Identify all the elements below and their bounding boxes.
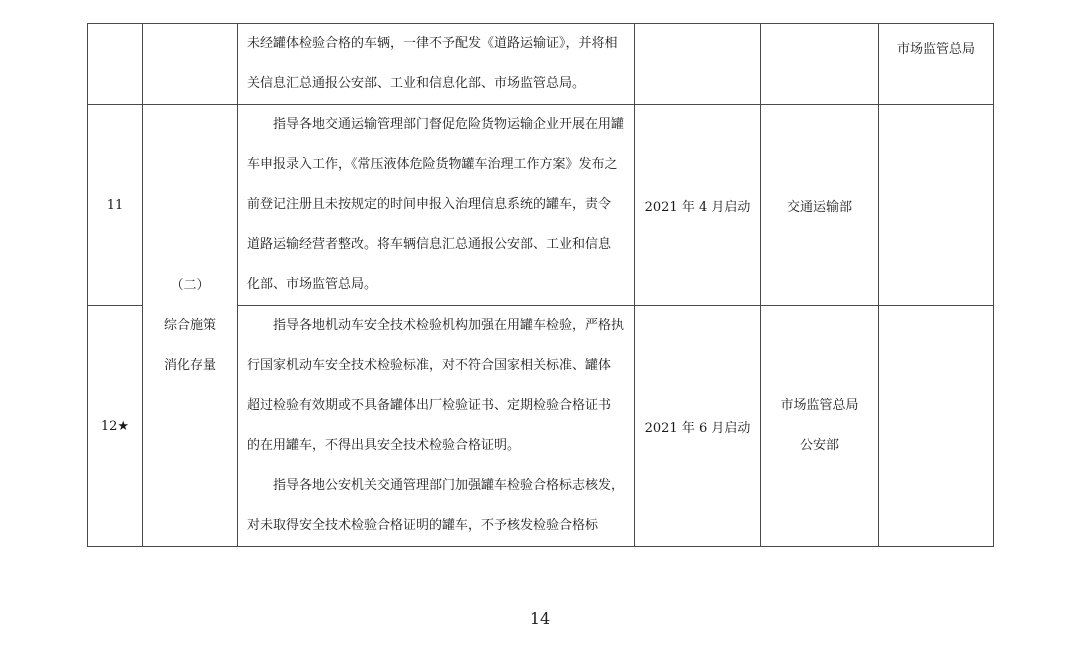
desc-line: 道路运输经营者整改。将车辆信息汇总通报公安部、工业和信息	[247, 237, 612, 252]
start-time: 2021 年 4 月启动	[644, 199, 751, 215]
cell-category-empty	[143, 24, 238, 105]
desc-line: 未经罐体检验合格的车辆，一律不予配发《道路运输证》，并将相	[247, 36, 618, 51]
cell-dept	[761, 306, 879, 547]
desc-line: 超过检验有效期或不具备罐体出厂检验证书、定期检验合格证书	[247, 398, 612, 413]
desc-line: 对未取得安全技术检验合格证明的罐车，不予核发检验合格标	[247, 518, 599, 533]
cell-other-empty	[879, 306, 994, 547]
cell-number	[88, 105, 143, 306]
desc-line: 行国家机动车安全技术检验标准，对不符合国家相关标准、罐体	[247, 358, 612, 373]
desc-line: 化部、市场监管总局。	[247, 277, 378, 292]
desc-line: 指导各地机动车安全技术检验机构加强在用罐车检验，严格执	[273, 318, 625, 333]
cell-number-empty	[88, 24, 143, 105]
desc-line: 车申报录入工作，《常压液体危险货物罐车治理工作方案》发布之	[247, 157, 618, 172]
row-number: 12★	[100, 418, 130, 434]
category-name: 综合施策	[163, 317, 216, 333]
lead-dept: 市场监管总局	[780, 398, 859, 413]
desc-line: 的在用罐车，不得出具安全技术检验合格证明。	[247, 438, 521, 453]
cell-other	[879, 24, 994, 105]
cell-time-empty	[635, 24, 761, 105]
lead-dept: 交通运输部	[786, 199, 852, 215]
cell-dept	[761, 105, 879, 306]
cell-other-empty	[879, 105, 994, 306]
page-number: 14	[529, 609, 551, 628]
cell-dept-empty	[761, 24, 879, 105]
start-time: 2021 年 6 月启动	[644, 420, 751, 436]
other-dept: 市场监管总局	[896, 42, 975, 57]
table-row-11	[88, 105, 994, 306]
cell-description	[238, 105, 635, 306]
cell-description	[238, 306, 635, 547]
desc-line: 前登记注册且未按规定的时间申报入治理信息系统的罐车，责令	[247, 197, 612, 212]
category-number: （二）	[170, 277, 210, 293]
cell-time	[635, 105, 761, 306]
co-dept: 公安部	[799, 438, 839, 453]
cell-category	[143, 105, 238, 547]
table-row-continued	[88, 24, 994, 105]
desc-line: 指导各地交通运输管理部门督促危险货物运输企业开展在用罐	[273, 117, 625, 132]
desc-line: 指导各地公安机关交通管理部门加强罐车检验合格标志核发，	[273, 478, 625, 493]
desc-line: 关信息汇总通报公安部、工业和信息化部、市场监管总局。	[247, 76, 586, 91]
cell-time	[635, 306, 761, 547]
cell-number	[88, 306, 143, 547]
cell-description	[238, 24, 635, 105]
row-number: 11	[106, 197, 124, 213]
policy-table	[87, 23, 994, 547]
category-subname: 消化存量	[163, 357, 216, 373]
